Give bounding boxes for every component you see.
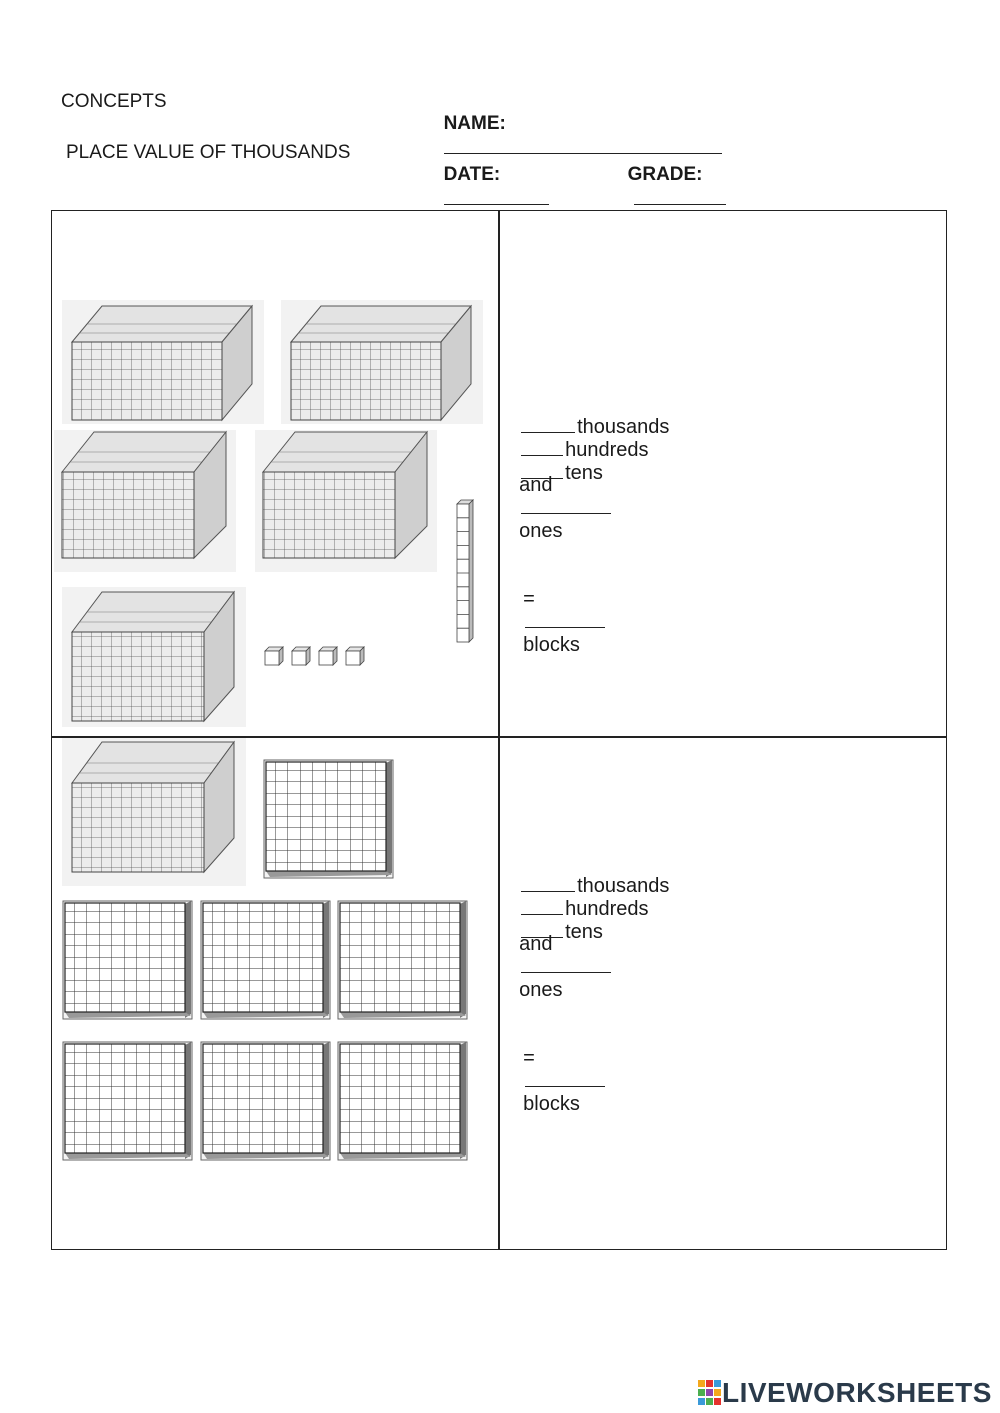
and-word: and	[519, 933, 553, 955]
column-divider	[498, 210, 500, 1250]
hundred-flat	[200, 900, 331, 1020]
grade-label: GRADE:	[627, 164, 703, 185]
unit-cube	[319, 647, 337, 665]
grade-field[interactable]	[617, 142, 726, 211]
and-word: and	[519, 474, 553, 496]
unit-cube	[346, 647, 364, 665]
thousand-cube	[62, 300, 264, 424]
ones-blank[interactable]	[521, 497, 611, 514]
grade-blank[interactable]	[634, 186, 726, 205]
answer-line-2	[508, 910, 613, 1002]
hundred-flat	[200, 1041, 331, 1161]
thousands-blank[interactable]	[521, 416, 575, 433]
liveworksheets-brand: LIVEWORKSHEETS	[722, 1377, 992, 1408]
thousands-word: thousands	[577, 875, 670, 897]
tens-word: tens	[565, 921, 603, 943]
blocks-word: blocks	[523, 634, 580, 656]
liveworksheets-logo[interactable]	[698, 1378, 992, 1408]
total-blocks-blank[interactable]	[525, 1070, 605, 1087]
name-label: NAME:	[443, 113, 506, 134]
ones-word: ones	[519, 520, 563, 542]
thousand-cube	[62, 587, 246, 727]
answer-line-3	[512, 1024, 607, 1116]
hundred-flat	[337, 1041, 468, 1161]
answer-line-3	[512, 565, 607, 657]
hundred-flat	[263, 759, 394, 879]
hundred-flat	[62, 1041, 193, 1161]
blocks-word: blocks	[523, 1093, 580, 1115]
hundred-flat	[62, 900, 193, 1020]
thousand-cube	[62, 738, 246, 886]
thousands-word: thousands	[577, 416, 670, 438]
unit-cube	[292, 647, 310, 665]
liveworksheets-logo-icon	[698, 1380, 722, 1406]
hundred-flat	[337, 900, 468, 1020]
date-blank[interactable]	[444, 186, 549, 205]
thousands-blank[interactable]	[521, 875, 575, 892]
thousand-cube	[255, 430, 437, 572]
date-label: DATE:	[443, 164, 501, 185]
tens-word: tens	[565, 462, 603, 484]
unit-cubes-group	[263, 645, 367, 667]
topic-title: PLACE VALUE OF THOUSANDS	[66, 142, 351, 163]
ones-word: ones	[519, 979, 563, 1001]
equals-sign: =	[523, 1047, 535, 1069]
equals-sign: =	[523, 588, 535, 610]
hundreds-word: hundreds	[565, 898, 649, 920]
ten-rod	[455, 498, 475, 644]
ones-blank[interactable]	[521, 956, 611, 973]
hundreds-word: hundreds	[565, 439, 649, 461]
thousand-cube	[54, 430, 236, 572]
thousand-cube	[281, 300, 483, 424]
concepts-label: CONCEPTS	[61, 91, 167, 112]
answer-line-2	[508, 451, 613, 543]
date-field[interactable]	[433, 142, 549, 211]
total-blocks-blank[interactable]	[525, 611, 605, 628]
unit-cube	[265, 647, 283, 665]
